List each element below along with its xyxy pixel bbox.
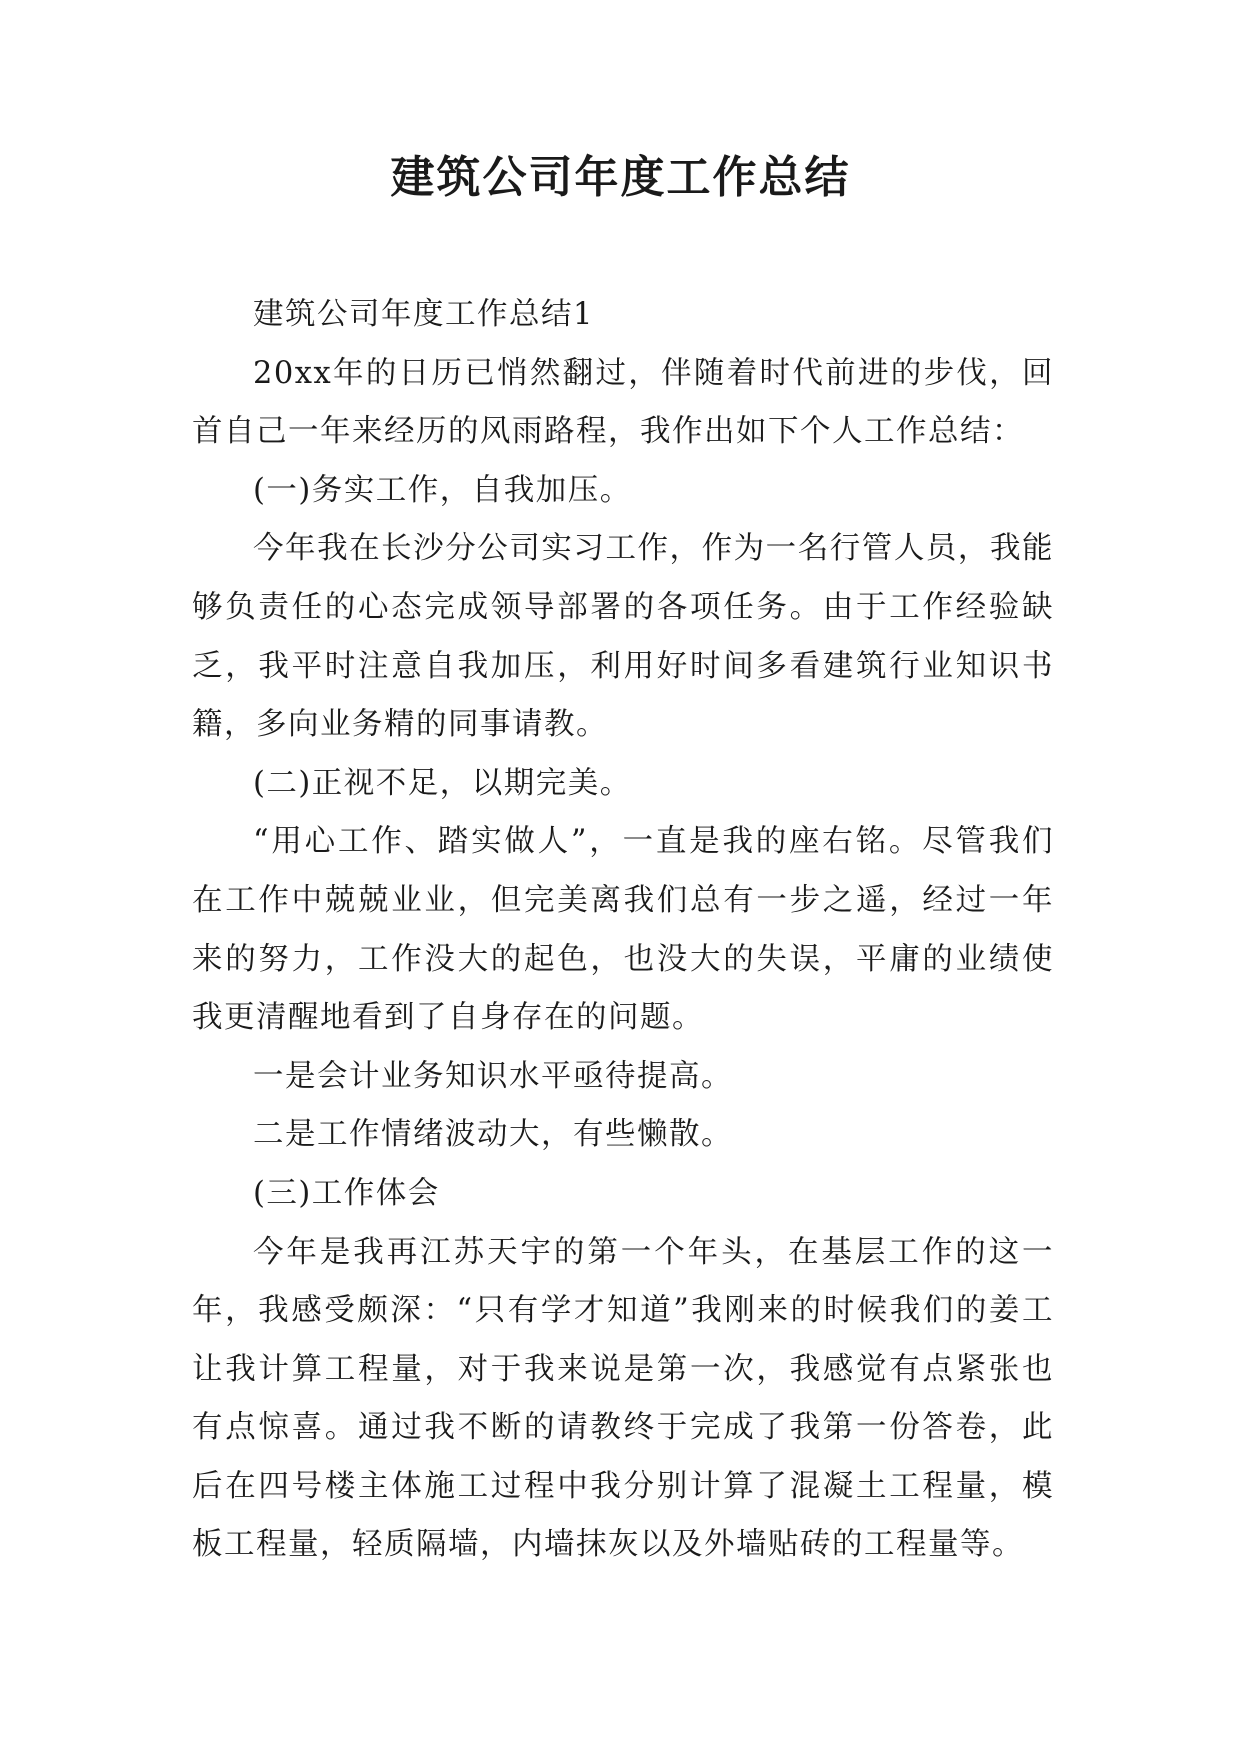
issue-item-2: 二是工作情绪波动大，有些懒散。	[253, 1117, 733, 1153]
issue-item-1: 一是会计业务知识水平亟待提高。	[253, 1058, 733, 1094]
section-heading-2: (二)正视不足，以期完美。	[253, 765, 632, 801]
section-heading-1: (一)务实工作，自我加压。	[253, 472, 632, 508]
document-body	[192, 286, 1054, 1575]
section-2-paragraph: “用心工作、踏实做人”，一直是我的座右铭。尽管我们在工作中兢兢业业，但完美离我们总有一步之遥，经过一年来的努力，工作没大的起色，也没大的失误，平庸的业绩使我更清醒地看到了自身存在的问题。	[192, 824, 1054, 1036]
heading-paragraph: 建筑公司年度工作总结1	[253, 297, 594, 332]
intro-paragraph: 20xx年的日历已悄然翻过，伴随着时代前进的步伐，回首自己一年来经历的风雨路程，我作出如下个人工作总结：	[192, 355, 1054, 450]
document-title: 建筑公司年度工作总结	[390, 152, 851, 203]
section-3-paragraph: 今年是我再江苏天宇的第一个年头，在基层工作的这一年，我感受颇深：“只有学才知道”我刚来的时候我们的姜工让我计算工程量，对于我来说是第一次，我感觉有点紧张也有点惊喜。通过我不断的请教终于完成了我第一份答卷，此后在四号楼主体施工过程中我分别计算了混凝土工程量，模板工程量，轻质隔墙，内墙抹灰以及外墙贴砖的工程量等。	[192, 1234, 1054, 1563]
section-heading-3: (三)工作体会	[253, 1175, 440, 1211]
section-1-paragraph: 今年我在长沙分公司实习工作，作为一名行管人员，我能够负责任的心态完成领导部署的各项任务。由于工作经验缺乏，我平时注意自我加压，利用好时间多看建筑行业知识书籍，多向业务精的同事请教。	[192, 531, 1054, 743]
